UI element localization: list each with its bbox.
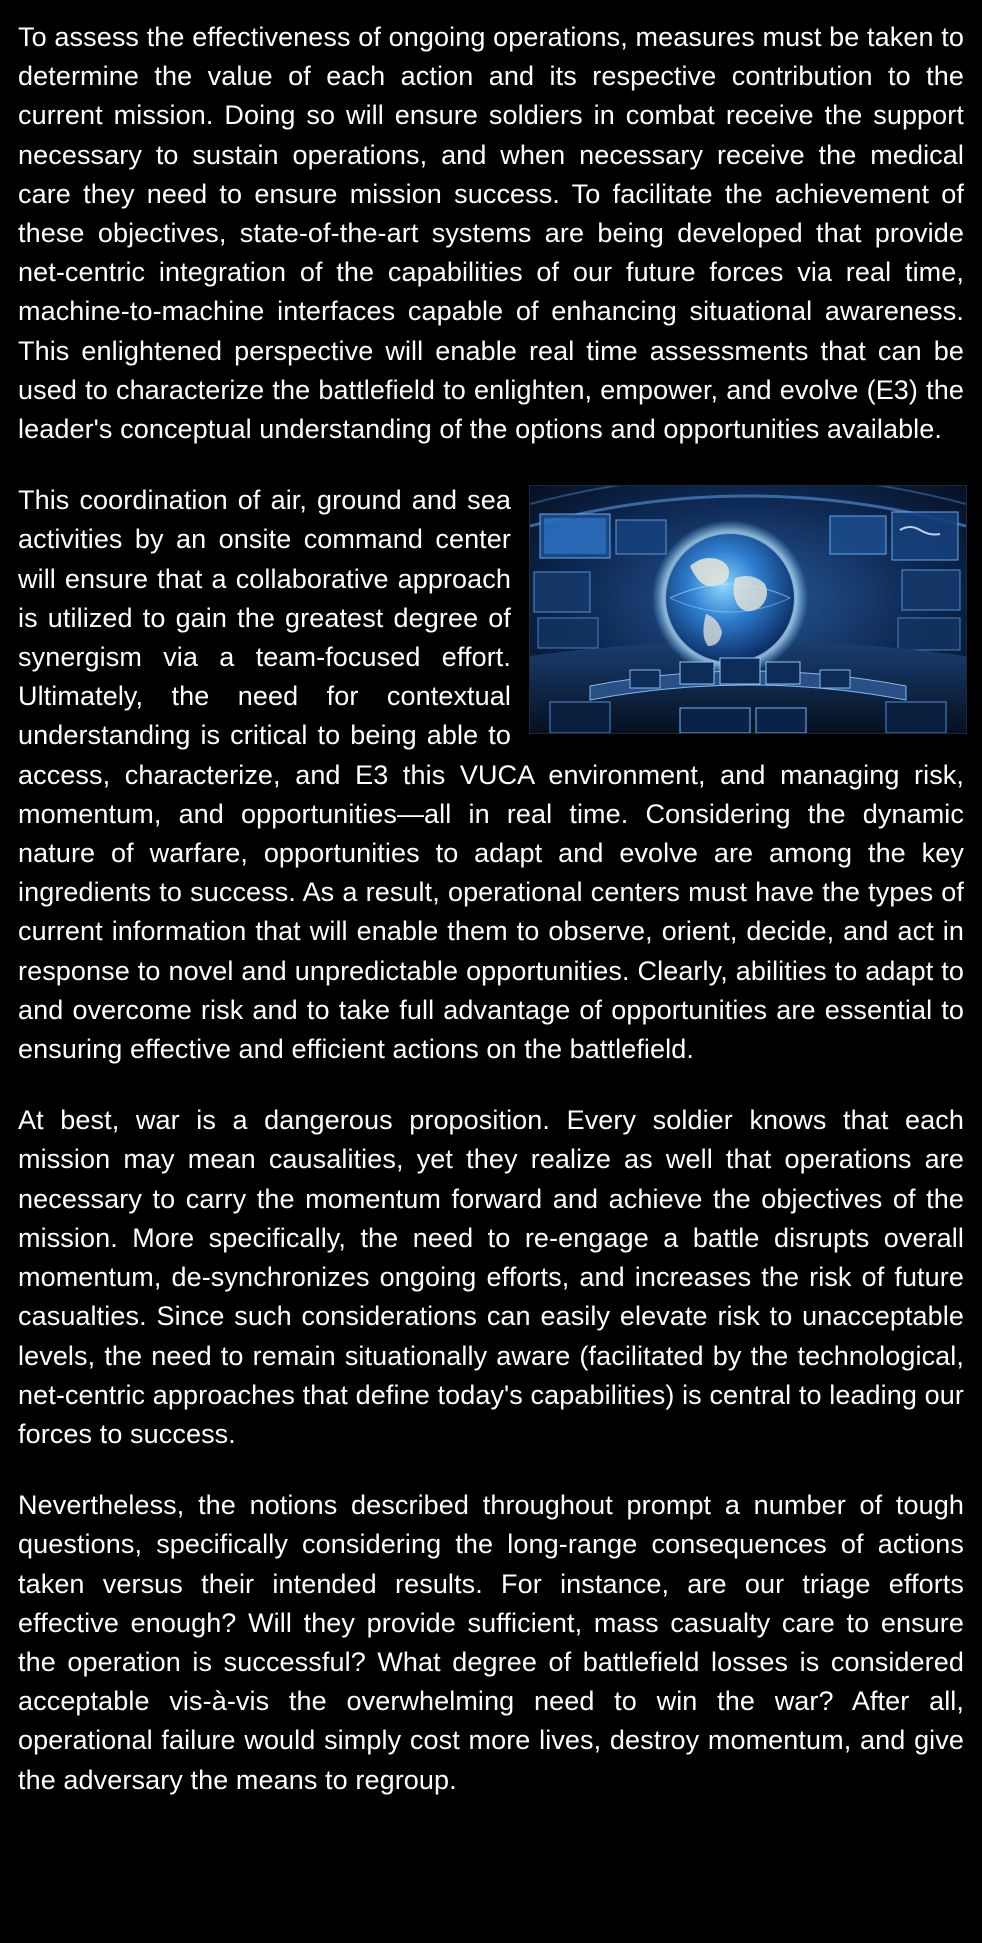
command-center-illustration: [530, 486, 966, 733]
paragraph-3: At best, war is a dangerous proposition. Every soldier knows that each mission may mean causalities, yet they realize as well that operations are necessary to carry the momentum forward and achieve the objectives of the mission. More specifically, the need to re-engage a battle disrupts overall momentum, de-synchronizes ongoing efforts, and increases the risk of future casualties. Since such considerations can easily elevate risk to unacceptable levels, the need to remain situationally aware (facilitated by the technological, net-centric approaches that define today's capabilities) is central to leading our forces to success.: [18, 1105, 964, 1449]
paragraph-4: Nevertheless, the notions described throughout prompt a number of tough questions, specifically considering the long-range consequences of actions taken versus their intended results. For instance, are our triage efforts effective enough? Will they provide sufficient, mass casualty care to ensure the operation is successful? What degree of battlefield losses is considered acceptable vis-à-vis the overwhelming need to win the war? After all, operational failure would simply cost more lives, destroy momentum, and give the adversary the means to regroup.: [18, 1490, 964, 1795]
paragraph-with-figure: [18, 481, 964, 1069]
document-page: [18, 18, 964, 1800]
command-center-image: [529, 485, 967, 734]
paragraph-2: This coordination of air, ground and sea activities by an onsite command center will ensure that a collaborative approach is utilized to gain the greatest degree of synergism via a team-focused effort. Ultimately, the need for contextual understanding is critical to being able to access, characterize, and E3 this VUCA environment, and managing risk, momentum, and opportunities—all in real time. Considering the dynamic nature of warfare, opportunities to adapt and evolve are among the key ingredients to success. As a result, operational centers must have the types of current information that will enable them to observe, orient, decide, and act in response to novel and unpredictable opportunities. Clearly, abilities to adapt to and overcome risk and to take full advantage of opportunities are essential to ensuring effective and efficient actions on the battlefield.: [18, 485, 964, 1065]
paragraph-1: To assess the effectiveness of ongoing operations, measures must be taken to determine the value of each action and its respective contribution to the current mission. Doing so will ensure soldiers in combat receive the support necessary to sustain operations, and when necessary receive the medical care they need to ensure mission success. To facilitate the achievement of these objectives, state-of-the-art systems are being developed that provide net-centric integration of the capabilities of our future forces via real time, machine-to-machine interfaces capable of enhancing situational awareness. This enlightened perspective will enable real time assessments that can be used to characterize the battlefield to enlighten, empower, and evolve (E3) the leader's conceptual understanding of the options and opportunities available.: [18, 22, 964, 445]
